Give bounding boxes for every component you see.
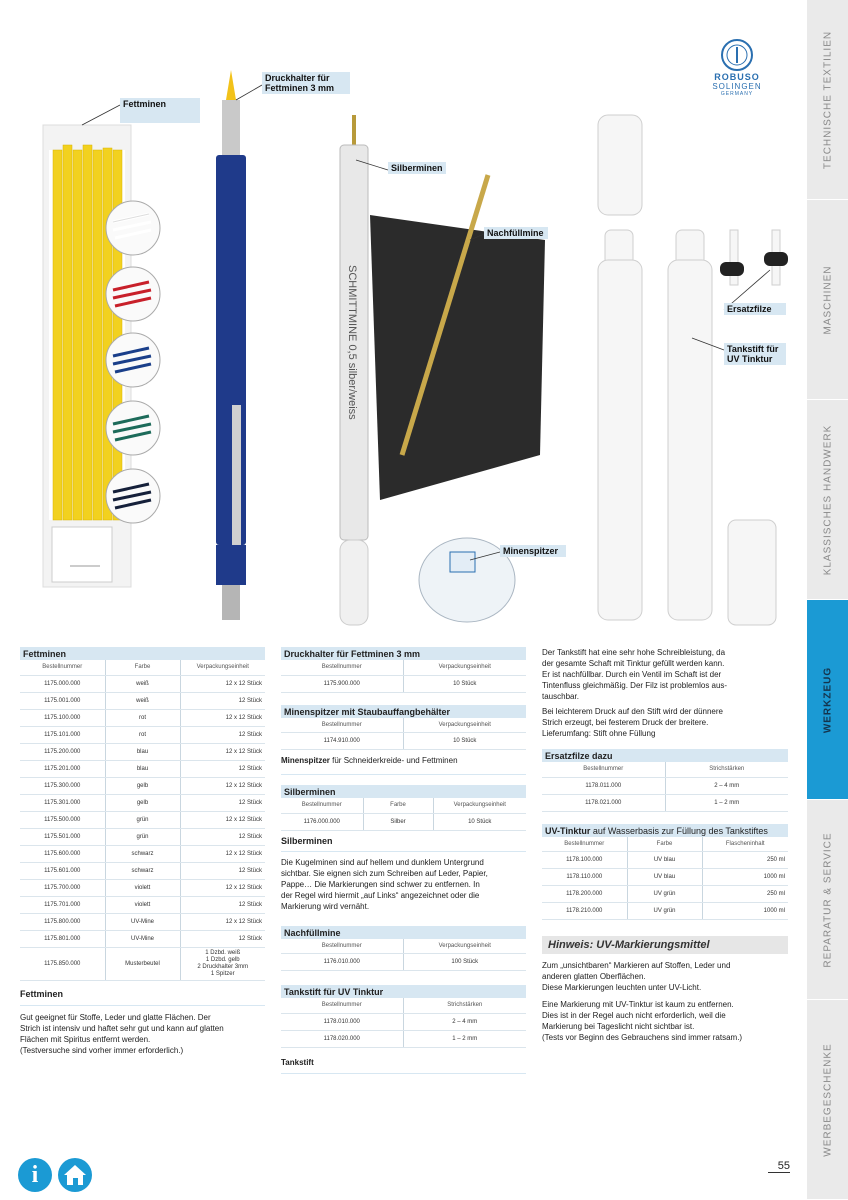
sidebar-item-reparatur-service[interactable]: REPARATUR & SERVICE: [807, 800, 848, 1000]
table-row: 1178.110.000 UV blau 1000 ml: [542, 869, 788, 886]
pen-print-text: SCHMITTMINE 0,5 silber/weiss: [346, 265, 358, 420]
table-row: 1175.101.000 rot 12 Stück: [20, 726, 265, 743]
page-number: 55: [768, 1160, 790, 1173]
fettminen-desc-title: Fettminen: [20, 989, 265, 1006]
sidebar-item-klassisches-handwerk[interactable]: KLASSISCHES HANDWERK: [807, 400, 848, 600]
callout-minenspitzer: Minenspitzer: [500, 545, 566, 557]
silberminen-description: Die Kugelminen sind auf hellem und dunklem Untergrund sichtbar. Sie eignen sich zum Schreiben auf Leder, Papier, Pappe… Die Markierungen sind schwer zu entfernen. In der Regel wird hiermit „auf Links“ angezeichnet oder die Markierung wird vernäht.: [281, 857, 488, 911]
column-3: [542, 647, 788, 1043]
table-row: 1175.600.000 schwarz 12 x 12 Stück: [20, 845, 265, 862]
table-row: 1175.201.000 blau 12 Stück: [20, 760, 265, 777]
hinweis-text: Zum „unsichtbaren“ Markieren auf Stoffen, Leder und anderen glatten Oberflächen. Diese Markierungen leuchten unter UV-Licht. Eine Markierung mit UV-Tinktur ist kaum zu entfernen. Dies ist in der Regel auch nicht erforderlich, weil die Markierung bei Tageslicht nicht sichtbar ist. (Tests vor Beginn des Gebrauchens sind immer ratsam.): [542, 961, 743, 1042]
table-row: 1175.501.000 grün 12 Stück: [20, 828, 265, 845]
column-2: [281, 647, 526, 1074]
callout-tankstift: Tankstift für UV Tinktur: [724, 343, 786, 365]
tankstift-footer: Tankstift: [281, 1058, 526, 1074]
sidebar-item-werkzeug[interactable]: WERKZEUG: [807, 600, 848, 800]
callout-nachfuellmine: Nachfüllmine: [484, 227, 548, 239]
nachfuellmine-title: Nachfüllmine: [281, 926, 526, 939]
table-row: 1178.100.000 UV blau 250 ml: [542, 852, 788, 869]
uv-tinktur-title: UV-Tinktur auf Wasserbasis zur Füllung des Tankstiftes: [542, 824, 788, 837]
silberminen-desc-title: Silberminen: [281, 836, 526, 852]
table-row: 1176.010.000 100 Stück: [281, 954, 526, 971]
table-row: 1175.001.000 weiß 12 Stück: [20, 692, 265, 709]
fettminen-table: [20, 660, 265, 981]
minenspitzer-title: Minenspitzer mit Staubauffangbehälter: [281, 705, 526, 718]
table-row: 1176.000.000 Silber 10 Stück: [281, 813, 526, 830]
fettminen-section: [20, 647, 265, 1056]
hinweis-title: Hinweis: UV-Markierungsmittel: [542, 936, 788, 954]
table-row: 1178.021.000 1 – 2 mm: [542, 794, 788, 811]
ersatzfilze-title: Ersatzfilze dazu: [542, 749, 788, 762]
table-row: 1178.011.000 2 – 4 mm: [542, 777, 788, 794]
table-row: 1174.910.000 10 Stück: [281, 733, 526, 750]
sidebar-item-technische-textilien[interactable]: TECHNISCHE TEXTILIEN: [807, 0, 848, 200]
info-icon[interactable]: i: [18, 1158, 52, 1192]
fettminen-description: Gut geeignet für Stoffe, Leder und glatte Flächen. Der Strich ist intensiv und haftet sehr gut und kann auf glatten Flächen mit Spiritus entfernt werden. (Testversuche sind vorher immer erforderlich.): [20, 1012, 224, 1055]
sidebar-item-werbegeschenke[interactable]: WERBEGESCHENKE: [807, 1000, 848, 1200]
home-icon[interactable]: [58, 1158, 92, 1192]
minenspitzer-note: Minenspitzer für Schneiderkreide- und Fettminen: [281, 755, 526, 775]
silberminen-table: Bestellnummer Farbe Verpackungseinheit 1176.000.000 Silber 10 Stück: [281, 798, 526, 831]
table-row: 1175.801.000 UV-Mine 12 Stück: [20, 930, 265, 947]
table-row: 1175.301.000 gelb 12 Stück: [20, 794, 265, 811]
table-row: 1175.900.000 10 Stück: [281, 675, 526, 692]
tankstift-title: Tankstift für UV Tinktur: [281, 985, 526, 998]
table-row: 1175.701.000 violett 12 Stück: [20, 896, 265, 913]
table-row: 1175.601.000 schwarz 12 Stück: [20, 862, 265, 879]
uv-tinktur-table: Bestellnummer Farbe Flascheninhalt 1178.100.000 UV blau 250 ml 1178.110.000 UV blau 1000 ml 1178.200.000 UV grün 250 ml 1178.210.000 UV grün 1000 ml: [542, 837, 788, 921]
table-row: 1175.850.000 Musterbeutel 1 Dzbd. weiß 1 Dzbd. gelb 2 Druckhalter 3mm 1 Spitzer: [20, 947, 265, 980]
robuso-logo: ROBUSO SOLINGEN GERMANY: [712, 38, 762, 97]
table-row: 1175.200.000 blau 12 x 12 Stück: [20, 743, 265, 760]
table-row: 1175.700.000 violett 12 x 12 Stück: [20, 879, 265, 896]
table-row: 1175.000.000 weiß 12 x 12 Stück: [20, 675, 265, 692]
table-header: Bestellnummer Farbe Verpackungseinheit: [20, 660, 265, 675]
silberminen-pen: [340, 115, 368, 625]
nachfuellmine-table: Bestellnummer Verpackungseinheit 1176.010.000 100 Stück: [281, 939, 526, 972]
sidebar-item-maschinen[interactable]: MASCHINEN: [807, 200, 848, 400]
druckhalter-title: Druckhalter für Fettminen 3 mm: [281, 647, 526, 660]
table-row: 1178.020.000 1 – 2 mm: [281, 1030, 526, 1047]
silberminen-title: Silberminen: [281, 785, 526, 798]
minenspitzer-table: Bestellnummer Verpackungseinheit 1174.910.000 10 Stück: [281, 718, 526, 751]
callout-silberminen: Silberminen: [388, 162, 446, 174]
table-row: 1178.210.000 UV grün 1000 ml: [542, 903, 788, 920]
callout-fettminen: Fettminen: [120, 98, 200, 123]
tankstift-table: Bestellnummer Strichstärken 1178.010.000 2 – 4 mm 1178.020.000 1 – 2 mm: [281, 998, 526, 1048]
fettminen-title: Fettminen: [20, 647, 265, 660]
table-row: 1175.100.000 rot 12 x 12 Stück: [20, 709, 265, 726]
ersatzfilze-table: Bestellnummer Strichstärken 1178.011.000 2 – 4 mm 1178.021.000 1 – 2 mm: [542, 762, 788, 812]
table-row: 1175.800.000 UV-Mine 12 x 12 Stück: [20, 913, 265, 930]
table-row: 1178.010.000 2 – 4 mm: [281, 1013, 526, 1030]
table-row: 1178.200.000 UV grün 250 ml: [542, 886, 788, 903]
tankstift-description: Der Tankstift hat eine sehr hohe Schreibleistung, da der gesamte Schaft mit Tinktur gefüllt werden kann. Er ist nachfüllbar. Durch ein Ventil im Schaft ist der Tintenfluss gleichmäßig. Der Filz ist problemlos aus- tauschbar. Bei leichterem Druck auf den Stift wird der dünnere Strich erzeugt, bei festerem Druck der breitere. Lieferumfang: Stift ohne Füllung: [542, 648, 728, 738]
druckhalter-pen: [216, 70, 246, 620]
callout-ersatzfilze: Ersatzfilze: [724, 303, 786, 315]
table-row: 1175.500.000 grün 12 x 12 Stück: [20, 811, 265, 828]
fettminen-box: [43, 125, 160, 587]
table-row: 1175.300.000 gelb 12 x 12 Stück: [20, 777, 265, 794]
druckhalter-table: Bestellnummer Verpackungseinheit 1175.900.000 10 Stück: [281, 660, 526, 693]
callout-druckhalter: Druckhalter für Fettminen 3 mm: [262, 72, 350, 94]
